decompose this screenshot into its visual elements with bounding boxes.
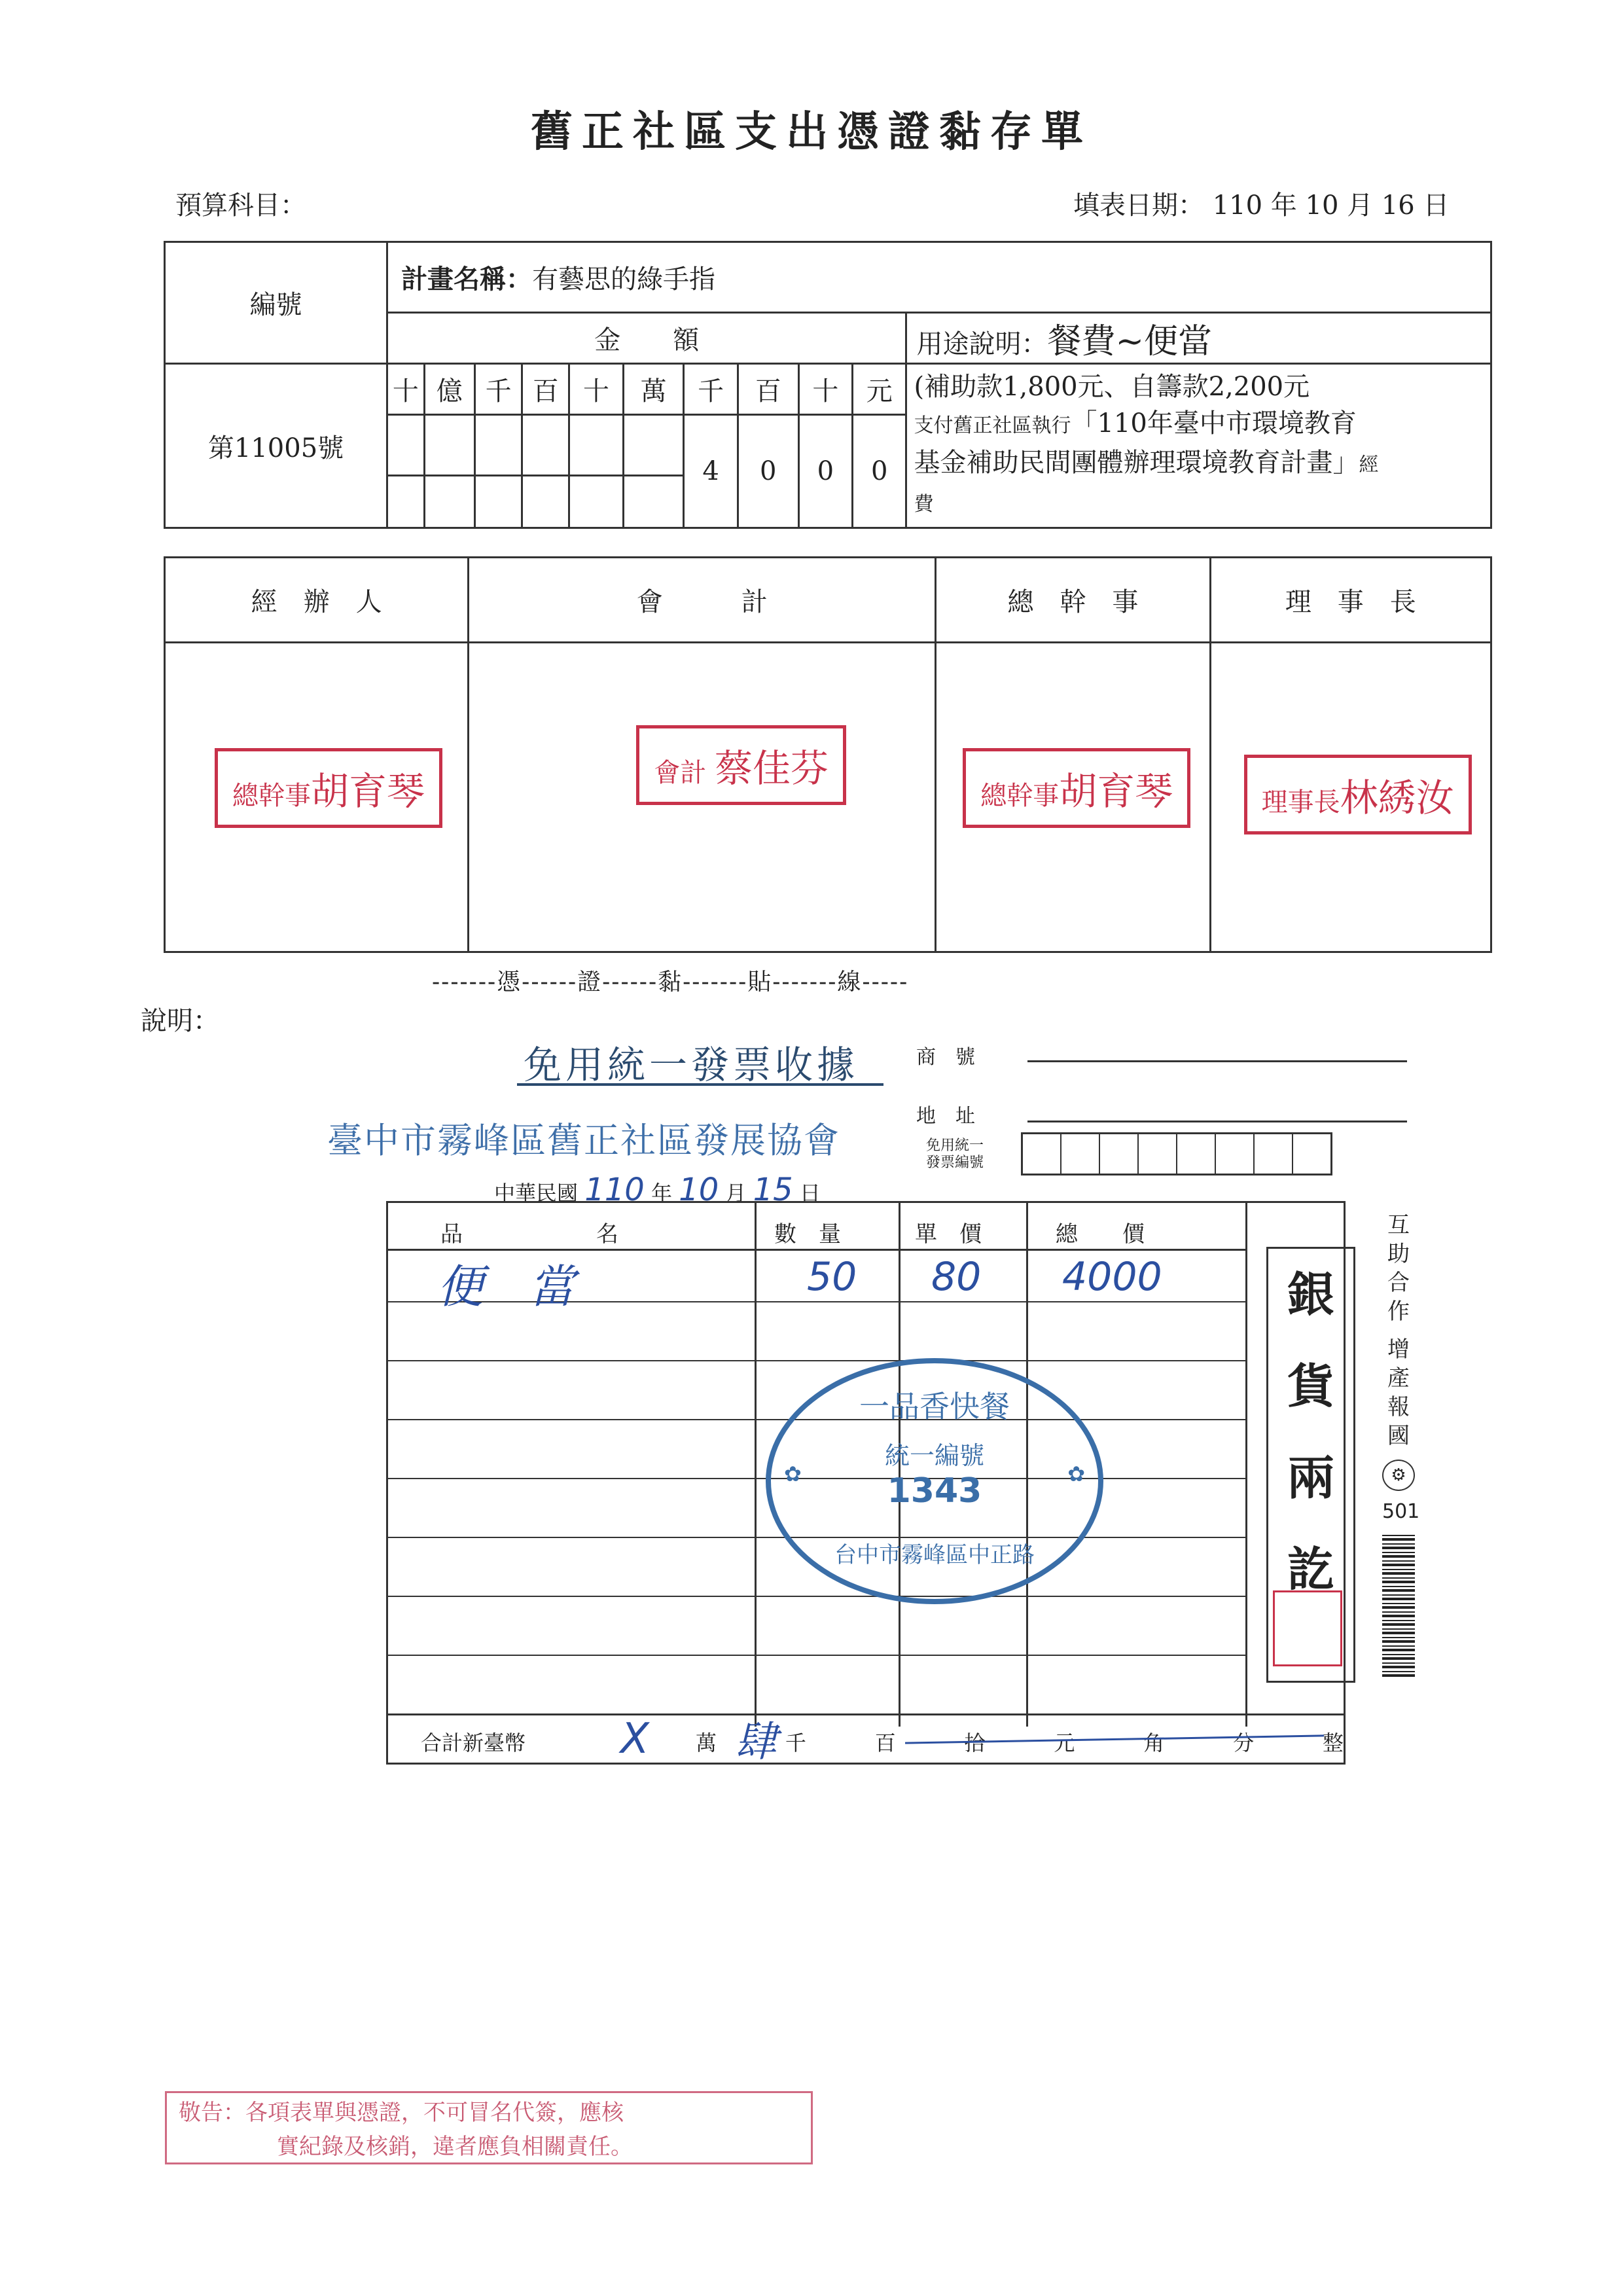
project-name: 有藝思的綠手指 (532, 264, 716, 295)
col-total: 總 價 (1056, 1221, 1145, 1247)
number-header: 編號 (165, 242, 387, 364)
purpose-value: 餐費~便當 (1047, 322, 1213, 361)
total-hand-x: X (620, 1715, 649, 1763)
item-total: 4000 (1062, 1254, 1162, 1300)
total-units: 萬 千 百 拾 元 角 分 整 (696, 1731, 1344, 1755)
purpose-note-2: 「110年臺中市環境教育 (1071, 408, 1357, 439)
purpose-note (906, 364, 1491, 528)
signature-table (164, 556, 1492, 953)
purpose-label: 用途說明： (916, 329, 1048, 359)
number-value: 第11005號 (165, 364, 387, 528)
digit-header: 百 (522, 364, 569, 415)
sign-handler (165, 643, 469, 952)
purpose-note-4: 費 (914, 493, 934, 516)
flower-icon: ✿ (1067, 1462, 1085, 1486)
role-secretary: 總 幹 事 (936, 558, 1210, 643)
purpose-note-1: (補助款1,800元、自籌款2,200元 (914, 372, 1310, 402)
document-title: 舊正社區支出憑證黏存單 (531, 107, 1092, 156)
receipt-org: 臺中市霧峰區舊正社區發展協會 (327, 1120, 840, 1161)
digit-header: 千 (475, 364, 522, 415)
vertical-slogan: 互助合作 增產報國 ⚙ 501 (1382, 1211, 1415, 1677)
secretary-stamp: 總幹事胡育琴 (963, 748, 1190, 828)
digit-header: 十 (569, 364, 623, 415)
sign-chairman (1210, 643, 1491, 952)
addr-label: 地 址 (916, 1105, 975, 1128)
receipt-title-underline (517, 1083, 883, 1086)
project-label: 計畫名稱： (401, 264, 533, 295)
paste-line: -------憑------證------黏-------貼-------線----- (432, 969, 909, 996)
invoice-label: 免用統一 發票編號 (926, 1138, 984, 1171)
seal-tax-no: 1343 (887, 1471, 982, 1511)
warning-line-2: 實紀錄及核銷，違者應負相關責任。 (277, 2134, 633, 2160)
digit-header: 億 (424, 364, 474, 415)
digit-header: 千 (684, 364, 738, 415)
shop-line (1027, 1060, 1407, 1062)
item-qty: 50 (807, 1254, 857, 1300)
project-row (387, 242, 1491, 313)
emblem-icon: ⚙ (1382, 1460, 1415, 1491)
small-red-seal (1273, 1590, 1342, 1666)
amount-header: 金 額 (387, 313, 906, 364)
role-accountant: 會 計 (469, 558, 936, 643)
date-day-unit: 日 (1423, 190, 1450, 221)
handler-stamp: 總幹事胡育琴 (215, 748, 442, 828)
col-item: 品 名 (440, 1221, 618, 1247)
date-row (1073, 185, 1449, 222)
chairman-stamp: 理事長林綉汝 (1244, 755, 1472, 834)
shop-label: 商 號 (916, 1046, 975, 1069)
date-day: 16 (1381, 190, 1415, 221)
purpose-note-3-suffix: 經 (1359, 454, 1379, 476)
hand-month: 10 (679, 1172, 719, 1208)
seal-tax-label: 統一編號 (884, 1441, 984, 1470)
addr-line (1027, 1121, 1407, 1122)
date-month-unit: 月 (1347, 190, 1374, 221)
warning-line-1: 敬告：各項表單與憑證，不可冒名代簽，應核 (179, 2100, 624, 2126)
col-price: 單 價 (915, 1221, 982, 1247)
accountant-stamp: 會計 蔡佳芬 (636, 725, 846, 805)
digit-header: 百 (738, 364, 798, 415)
warning-box (165, 2091, 813, 2164)
sign-secretary (936, 643, 1210, 952)
digit-header: 十 (387, 364, 425, 415)
item-name: 便 當 (437, 1260, 575, 1314)
role-handler: 經 辦 人 (165, 558, 469, 643)
amount-digit: 4 (684, 415, 738, 528)
invoice-number-boxes (1021, 1132, 1332, 1175)
purpose-note-3: 基金補助民間團體辦理環境教育計畫」 (914, 448, 1359, 478)
receipt-title: 免用統一發票收據 (524, 1043, 859, 1087)
budget-label: 預算科目： (175, 190, 306, 221)
purpose-note-2-prefix: 支付舊正社區執行 (914, 414, 1071, 437)
hand-year: 110 (584, 1172, 645, 1208)
amount-digit: 0 (738, 415, 798, 528)
amount-digit: 0 (853, 415, 906, 528)
date-label: 填表日期： (1073, 190, 1204, 221)
col-qty: 數 量 (774, 1221, 841, 1247)
role-chairman: 理 事 長 (1210, 558, 1491, 643)
barcode (1382, 1533, 1415, 1677)
seal-shop: 一品香快餐 (859, 1389, 1010, 1424)
purpose-cell (906, 313, 1491, 364)
total-hand-four: 肆 (735, 1718, 777, 1767)
date-year: 110 (1212, 190, 1263, 221)
amount-digit: 0 (798, 415, 852, 528)
flower-icon: ✿ (784, 1462, 802, 1486)
shop-seal (766, 1358, 1103, 1604)
total-label: 合計新臺幣 (421, 1731, 526, 1755)
sign-accountant (469, 643, 936, 952)
hand-day: 15 (753, 1172, 793, 1208)
digit-header: 元 (853, 364, 906, 415)
explain-label: 說明： (141, 1006, 219, 1036)
date-month: 10 (1305, 190, 1339, 221)
digit-header: 十 (798, 364, 852, 415)
date-year-unit: 年 (1270, 190, 1297, 221)
item-price: 80 (931, 1254, 982, 1300)
seal-addr: 台中市霧峰區中正路 (834, 1542, 1035, 1568)
date-row-receipt: 中華民國 110 年 10 月 15 日 (494, 1172, 821, 1208)
digit-header: 萬 (623, 364, 684, 415)
paid-stamp-box: 銀 貨 兩 訖 (1266, 1247, 1355, 1683)
voucher-table (164, 241, 1492, 529)
